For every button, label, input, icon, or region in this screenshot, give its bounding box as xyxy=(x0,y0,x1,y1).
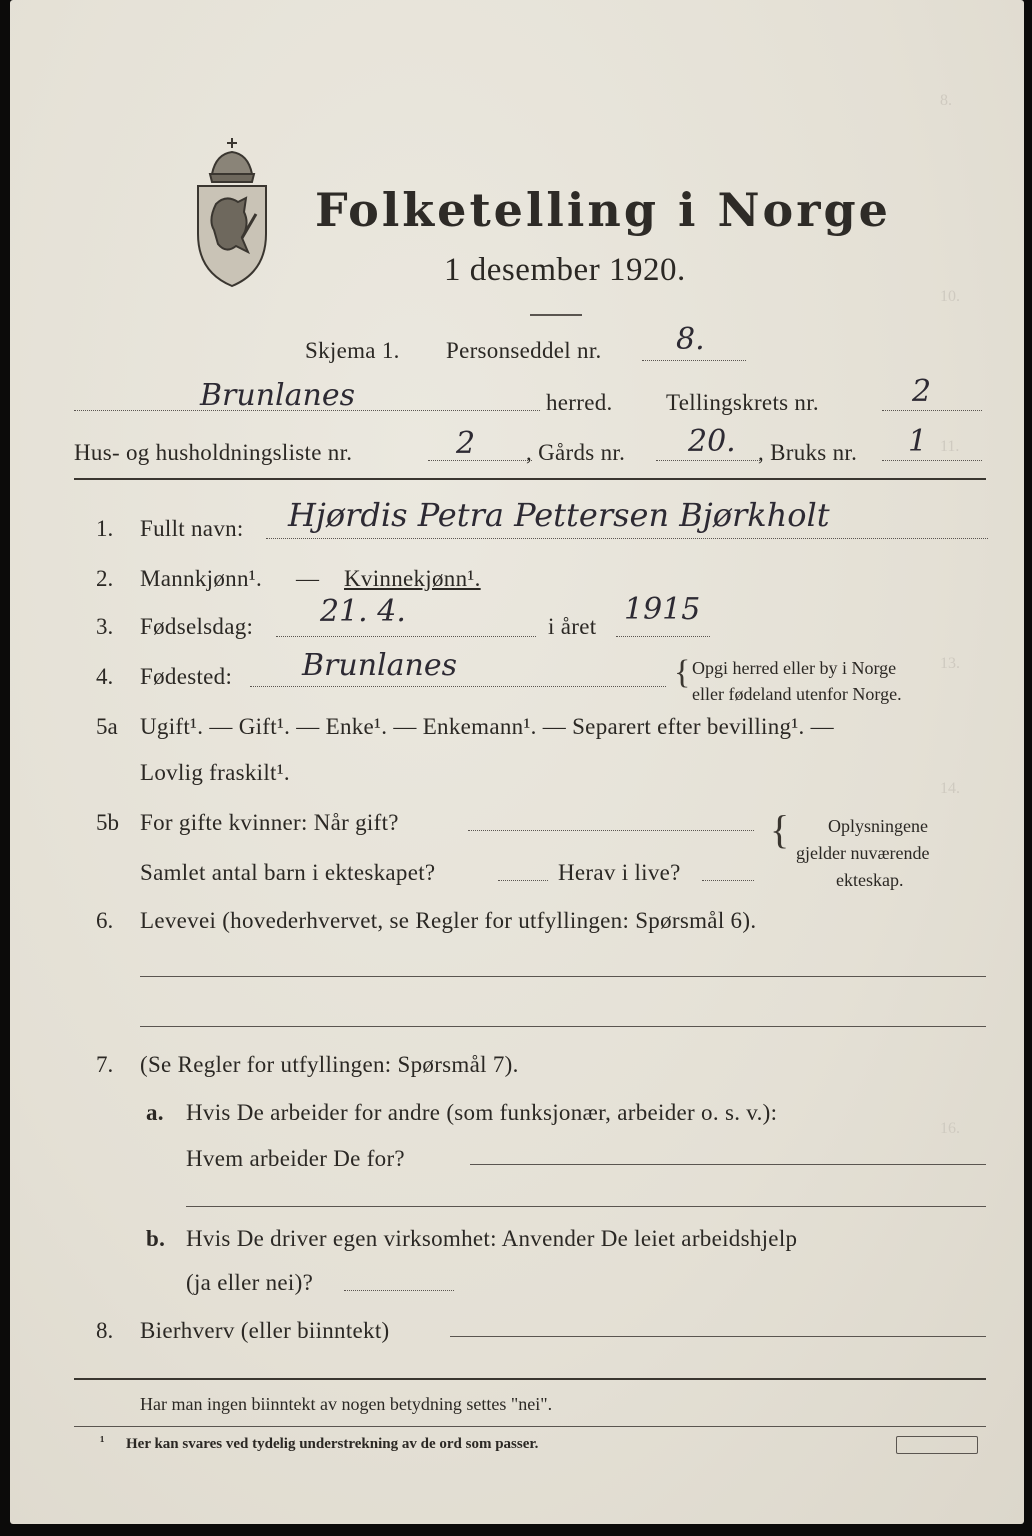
q6-number: 6. xyxy=(96,908,114,933)
bleed-through-text: 11. xyxy=(940,438,960,455)
bleed-through-text: 8. xyxy=(940,92,952,109)
header-divider xyxy=(74,478,986,480)
q1-number: 1. xyxy=(96,516,114,541)
q8-label: Bierhverv (eller biinntekt) xyxy=(140,1318,390,1343)
q2-dash: — xyxy=(296,566,320,591)
q7b-yes-no-label: (ja eller nei)? xyxy=(186,1270,314,1295)
title-divider xyxy=(530,314,582,316)
bleed-through-text: 13. xyxy=(940,655,960,672)
q5a-options: Ugift¹. — Gift¹. — Enke¹. — Enkemann¹. — Separert efter bevilling¹. — xyxy=(140,714,834,739)
gards-label: , Gårds nr. xyxy=(526,440,626,465)
q7a-employer-label: Hvem arbeider De for? xyxy=(186,1146,405,1171)
q5b-children-label: Samlet antal barn i ekteskapet? xyxy=(140,860,436,885)
q7-label: (Se Regler for utfyllingen: Spørsmål 7). xyxy=(140,1052,519,1077)
q1-full-name: Hjørdis Petra Pettersen Bjørkholt xyxy=(288,496,830,534)
bruks-label: , Bruks nr. xyxy=(758,440,858,465)
gards-line xyxy=(656,460,760,461)
census-form-page xyxy=(10,0,1024,1524)
hus-label: Hus- og husholdningsliste nr. xyxy=(74,440,353,465)
page-title: Folketelling i Norge xyxy=(315,183,891,237)
q5b-married-when: For gifte kvinner: Når gift? xyxy=(140,810,399,835)
footer-note: Har man ingen biinntekt av nogen betydning settes "nei". xyxy=(140,1394,553,1414)
personseddel-value: 8. xyxy=(676,322,705,357)
q5a-number: 5a xyxy=(96,714,118,739)
q5b-children-line xyxy=(498,880,548,881)
hus-line xyxy=(428,460,532,461)
tellingskrets-label: Tellingskrets nr. xyxy=(666,390,819,415)
q5b-married-line xyxy=(468,830,754,831)
footer-divider xyxy=(74,1378,986,1380)
q8-answer-line xyxy=(450,1336,986,1337)
bruks-value: 1 xyxy=(908,424,928,459)
q7b-question: Hvis De driver egen virksomhet: Anvender De leiet arbeidshjelp xyxy=(186,1226,798,1251)
census-date: 1 desember 1920. xyxy=(444,252,686,288)
q1-line xyxy=(266,538,988,539)
q8-number: 8. xyxy=(96,1318,114,1343)
q5b-brace: { xyxy=(770,807,790,852)
bruks-line xyxy=(882,460,982,461)
gards-value: 20. xyxy=(688,424,736,459)
footnote-mark: ¹ xyxy=(100,1434,105,1450)
herred-value: Brunlanes xyxy=(200,378,355,413)
q3-number: 3. xyxy=(96,614,114,639)
q2-number: 2. xyxy=(96,566,114,591)
q4-label: Fødested: xyxy=(140,664,233,689)
tellingskrets-line xyxy=(882,410,982,411)
q4-note-line2: eller fødeland utenfor Norge. xyxy=(692,684,902,704)
q3-year-label: i året xyxy=(548,614,597,639)
q5b-alive-label: Herav i live? xyxy=(558,860,681,885)
q7-number: 7. xyxy=(96,1052,114,1077)
q5b-note-line1: Oplysningene xyxy=(828,816,928,836)
bleed-through-text: 16. xyxy=(940,1120,960,1137)
q4-note-line1: Opgi herred eller by i Norge xyxy=(692,658,897,678)
q6-label: Levevei (hovederhvervet, se Regler for utfyllingen: Spørsmål 6). xyxy=(140,908,757,933)
q7b-answer-line xyxy=(344,1290,454,1291)
q3-birth-year: 1915 xyxy=(624,592,701,627)
q7a-question: Hvis De arbeider for andre (som funksjonær, arbeider o. s. v.): xyxy=(186,1100,778,1125)
q5b-alive-line xyxy=(702,880,754,881)
q2-male-option: Mannkjønn¹. xyxy=(140,566,262,591)
bleed-through-text: 14. xyxy=(940,780,960,797)
printer-stamp xyxy=(896,1436,978,1454)
personseddel-line xyxy=(642,360,746,361)
q7b-letter: b. xyxy=(146,1226,166,1251)
q5b-number: 5b xyxy=(96,810,119,835)
bleed-through-text: 10. xyxy=(940,288,960,305)
q3-label: Fødselsdag: xyxy=(140,614,254,639)
q5b-note-line3: ekteskap. xyxy=(836,870,904,890)
q7a-extra-line xyxy=(186,1206,986,1207)
q4-birthplace: Brunlanes xyxy=(302,648,457,683)
q6-answer-line-2 xyxy=(140,1026,986,1027)
skjema-label: Skjema 1. xyxy=(305,338,400,363)
q3-line xyxy=(276,636,536,637)
q1-label: Fullt navn: xyxy=(140,516,244,541)
tellingskrets-value: 2 xyxy=(912,374,932,409)
personseddel-label: Personseddel nr. xyxy=(446,338,602,363)
q4-number: 4. xyxy=(96,664,114,689)
herred-label: herred. xyxy=(546,390,613,415)
hus-value: 2 xyxy=(456,426,476,461)
q4-brace: { xyxy=(674,654,691,691)
q5a-options-cont: Lovlig fraskilt¹. xyxy=(140,760,290,785)
q4-line xyxy=(250,686,666,687)
footnote-divider xyxy=(74,1426,986,1427)
norwegian-coat-of-arms-icon xyxy=(186,134,278,290)
q3-birthdate: 21. 4. xyxy=(320,594,406,629)
q7a-letter: a. xyxy=(146,1100,164,1125)
footnote-text: Her kan svares ved tydelig understrekning av de ord som passer. xyxy=(126,1436,539,1452)
q5b-note-line2: gjelder nuværende xyxy=(796,843,930,863)
q3-year-line xyxy=(616,636,710,637)
q6-answer-line-1 xyxy=(140,976,986,977)
q7a-employer-line xyxy=(470,1164,986,1165)
q2-female-option-selected: Kvinnekjønn¹. xyxy=(344,566,481,591)
